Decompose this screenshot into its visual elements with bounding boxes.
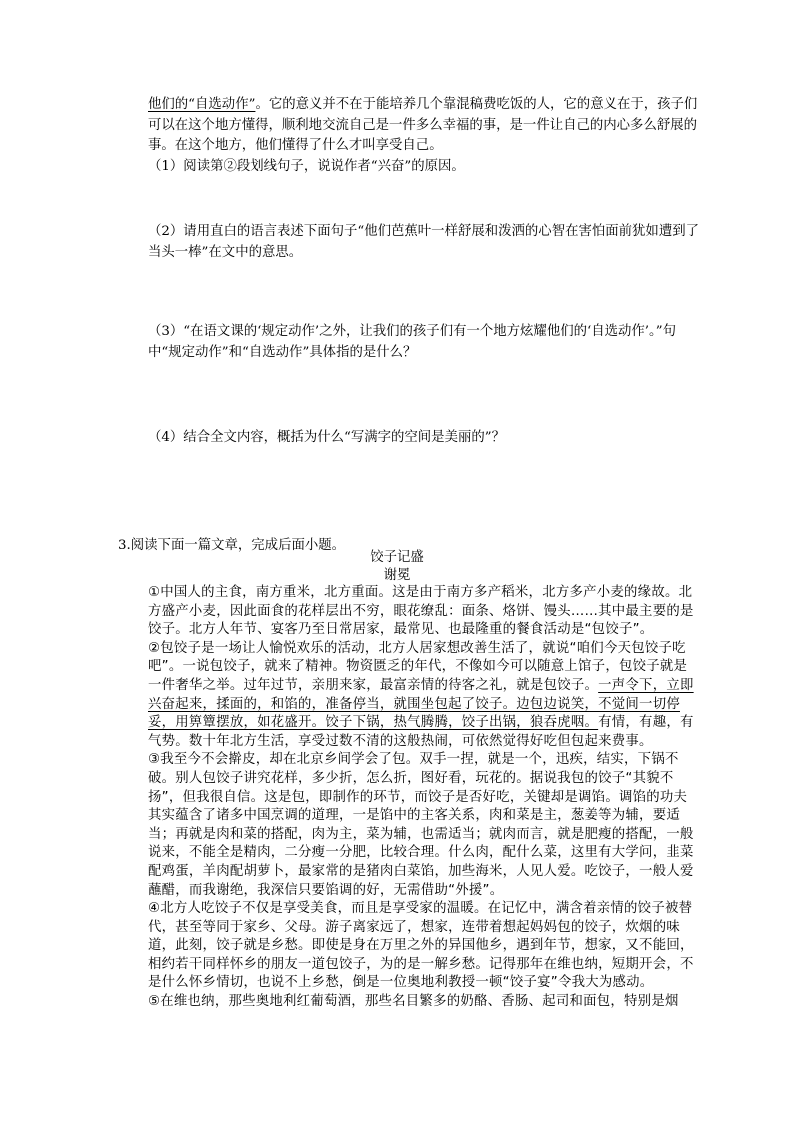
paragraph-text: 。它的意义并不在于能培养几个靠混稿费吃饭的人，它的意义在于，孩子们可以在这个地方懂得，顺利地交流自己是一件多么幸福的事，是一件让自己的内心多么舒展的事。在这个地方，他们懂得了什么才叫享受自己。 [148, 97, 698, 153]
article-author: 谢冕 [383, 568, 411, 583]
question-2-text: （2）请用直白的语言表述下面句子“他们芭蕉叶一样舒展和泼洒的心智在害怕面前犹如遭到了当头一棒”在文中的意思。 [148, 224, 699, 260]
question-1 [148, 157, 708, 178]
article-paragraph-4: ④北方人吃饺子不仅是享受美食，而且是享受家的温暖。在记忆中，满含着亲情的饺子被替代，甚至等同于家乡、父母。游子离家远了，想家，连带着想起妈妈包的饺子，炊烟的味道，此刻，饺子就是乡愁。即使是身在万里之外的异国他乡，遇到年节，想家，又不能回，相约若干同样怀乡的朋友一道包饺子，为的是一解乡愁。记得那年在维也纳，短期开会，不是什么怀乡情切，也说不上乡愁，倒是一位奥地利教授一顿“饺子宴”令我大为感动。 [148, 901, 694, 991]
paragraph-text: 有情，有趣，有气势。数十年北方生活，享受过数不清的这般热闹，可依然觉得好吃但包起来费事。 [148, 715, 694, 749]
article-paragraph-5: ⑤在维也纳，那些奥地利红葡萄酒，那些名目繁多的奶酪、香肠、起司和面包，特别是烟 [148, 994, 679, 1010]
question-2 [148, 222, 708, 263]
underlined-phrase: 他们的“自选动作” [148, 97, 256, 112]
article-title: 饺子记盛 [370, 550, 424, 565]
question-1-text: （1）阅读第②段划线句子，说说作者“兴奋”的原因。 [148, 159, 465, 174]
passage-conclusion [148, 95, 700, 157]
question-4-text: （4）结合全文内容，概括为什么“写满字的空间是美丽的”？ [148, 430, 505, 445]
section-3-heading: 3.阅读下面一篇文章，完成后面小题。 [118, 538, 346, 553]
article-paragraph-2 [148, 640, 700, 752]
article-paragraph-1: ①中国人的主食，南方重米，北方重面。这是由于南方多产稻米，北方多产小麦的缘故。北方盛产小麦，因此面食的花样层出不穷，眼花缭乱：面条、烙饼、馒头……其中最主要的是饺子。北方人年节、宴客乃至日常居家，最常见、也最隆重的餐食活动是“包饺子”。 [148, 585, 694, 638]
paragraph-text: ②包饺子是一场让人愉悦欢乐的活动，北方人居家想改善生活了，就说“咱们今天包饺子吃吧”。一说包饺子，就来了精神。物资匮乏的年代，不像如今可以随意上馆子，包饺子就是一件奢华之举。过年过节，亲朋来家，最富亲情的待客之礼，就是包饺子。 [148, 640, 688, 693]
question-3 [148, 322, 708, 363]
underlined-sentence: 一声令下，立即兴奋起来，揉面的，和馅的，准备停当，就围坐包起了饺子。边包边说笑，不觉间一切停妥，用箅簟摆放，如花盛开。饺子下锅，热气腾腾，饺子出锅，狼吞虎咽。 [148, 677, 694, 731]
article-body [148, 584, 700, 1012]
question-4 [148, 428, 708, 449]
question-3-text: （3）“在语文课的‘规定动作’之外，让我们的孩子们有一个地方炫耀他们的‘自选动作’。”句中“规定动作”和“自选动作”具体指的是什么？ [148, 324, 676, 360]
passage-final-paragraph [148, 95, 700, 157]
article-paragraph-3: ③我至今不会擀皮，却在北京乡间学会了包。双手一捏，就是一个，迅疾，结实，下锅不破。别人包饺子讲究花样，多少折，怎么折，图好看，玩花的。据说我包的饺子“其貌不扬”，但我很自信。这是包，即制作的环节，而饺子是否好吃，关键却是调馅。调馅的功夫其实蕴含了诸多中国烹调的道理，一是馅中的主客关系，肉和菜是主，葱姜等为辅，要适当；再就是肉和菜的搭配，肉为主，菜为辅，也需适当；就肉而言，就是肥瘦的搭配，一般说来，不能全是精肉，二分瘦一分肥，比较合理。什么肉，配什么菜，这里有大学问，韭菜配鸡蛋，羊肉配胡萝卜，最家常的是猪肉白菜馅，加些海米，人见人爱。吃饺子，一般人爱蘸醋，而我谢绝，我深信只要馅调的好，无需借助“外援”。 [148, 752, 694, 898]
